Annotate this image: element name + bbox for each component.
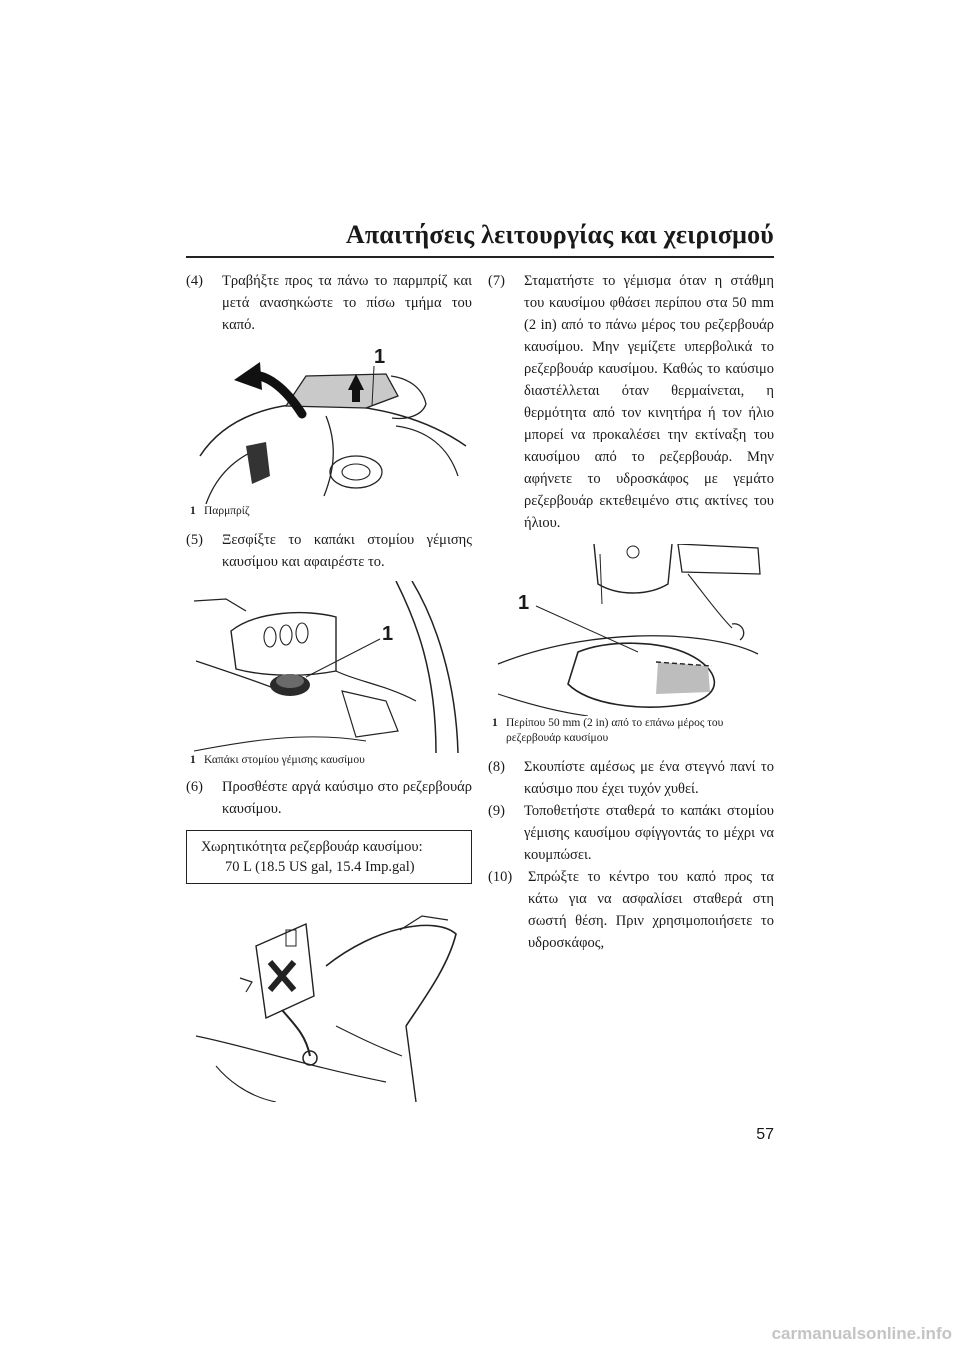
step-number: (9): [488, 803, 505, 819]
title-divider: [186, 256, 774, 258]
step-6: [186, 776, 472, 820]
step-number: (4): [186, 273, 203, 289]
figure-fuel-level: [488, 544, 774, 716]
step-7: [488, 270, 774, 534]
watermark: carmanualsonline.info: [771, 1324, 952, 1343]
step-text: Σκουπίστε αμέσως με ένα στεγνό πανί το καύσιμο που έχει τυχόν χυθεί.: [524, 759, 774, 797]
step-text: Ξεσφίξτε το καπάκι στομίου γέμισης καυσίμου και αφαιρέστε το.: [222, 532, 472, 570]
step-number: (6): [186, 779, 203, 795]
step-10: [488, 866, 774, 954]
step-text: Τοποθετήστε σταθερά το καπάκι στομίου γέμισης καυσίμου σφίγγοντάς το μέχρι να κουμπώσει.: [524, 803, 774, 863]
step-text: Τραβήξτε προς τα πάνω το παρμπρίζ και μετά ανασηκώστε το πίσω τμήμα του καπό.: [222, 273, 472, 333]
windshield-illustration: [186, 346, 472, 504]
caption-text: Παρμπρίζ: [204, 505, 250, 517]
caption-number: 1: [190, 754, 196, 766]
caption-text: Περίπου 50 mm (2 in) από το επάνω μέρος του ρεζερβουάρ καυσίμου: [506, 717, 724, 744]
figure-callout: 1: [382, 623, 394, 645]
page-title: Απαιτήσεις λειτουργίας και χειρισμού: [345, 220, 774, 249]
caption-text: Καπάκι στομίου γέμισης καυσίμου: [204, 754, 365, 766]
right-column: [488, 270, 774, 954]
step-number: (5): [186, 532, 203, 548]
fuel-capacity-spec: [186, 830, 472, 884]
fuel-level-illustration: [488, 544, 774, 716]
figure-caption: [186, 504, 472, 519]
step-text: Σπρώξτε το κέντρο του καπό προς τα κάτω για να ασφαλίσει σταθερά στη σωστή θέση. Πριν χρησιμοποιήσετε το υδροσκάφος,: [528, 869, 774, 951]
caption-number: 1: [190, 505, 196, 517]
step-number: (7): [488, 273, 505, 289]
step-8: [488, 756, 774, 800]
step-number: (8): [488, 759, 505, 775]
step-number: (10): [488, 869, 513, 885]
step-4: [186, 270, 472, 336]
left-column: [186, 270, 472, 1102]
figure-callout: 1: [374, 346, 386, 368]
spec-label: Χωρητικότητα ρεζερβουάρ καυσίμου:: [201, 839, 423, 855]
fuel-cap-illustration: [186, 581, 472, 753]
figure-caption: [488, 716, 774, 746]
step-5: [186, 529, 472, 573]
step-9: [488, 800, 774, 866]
figure-fuel-cap: [186, 581, 472, 753]
spec-value: 70 L (18.5 US gal, 15.4 Imp.gal): [225, 859, 415, 875]
figure-caption: [186, 753, 472, 768]
caption-number: 1: [492, 717, 498, 729]
figure-refuel: [186, 906, 472, 1102]
page-number: 57: [756, 1126, 774, 1143]
figure-callout: 1: [518, 592, 530, 614]
refuel-illustration: [186, 906, 472, 1102]
step-text: Σταματήστε το γέμισμα όταν η στάθμη του καυσίμου φθάσει περίπου στα 50 mm (2 in) από το πάνω μέρος του ρεζερβουάρ καυσίμου. Μην γεμίζετε υπερβολικά το ρεζερβουάρ καυσίμου. Καθώς το καύσιμο διαστέλλεται όταν θερμαίνεται, η θερμότητα από τον κινητήρα ή τον ήλιο μπορεί να προκαλέσει την εκτίναξη του καυσίμου από το ρεζερβουάρ. Μην αφήνετε το υδροσκάφος με γεμάτο ρεζερβουάρ εκτεθειμένο στις ακτίνες του ήλιου.: [524, 273, 774, 531]
step-text: Προσθέστε αργά καύσιμο στο ρεζερβουάρ καυσίμου.: [222, 779, 472, 817]
figure-windshield: [186, 346, 472, 504]
